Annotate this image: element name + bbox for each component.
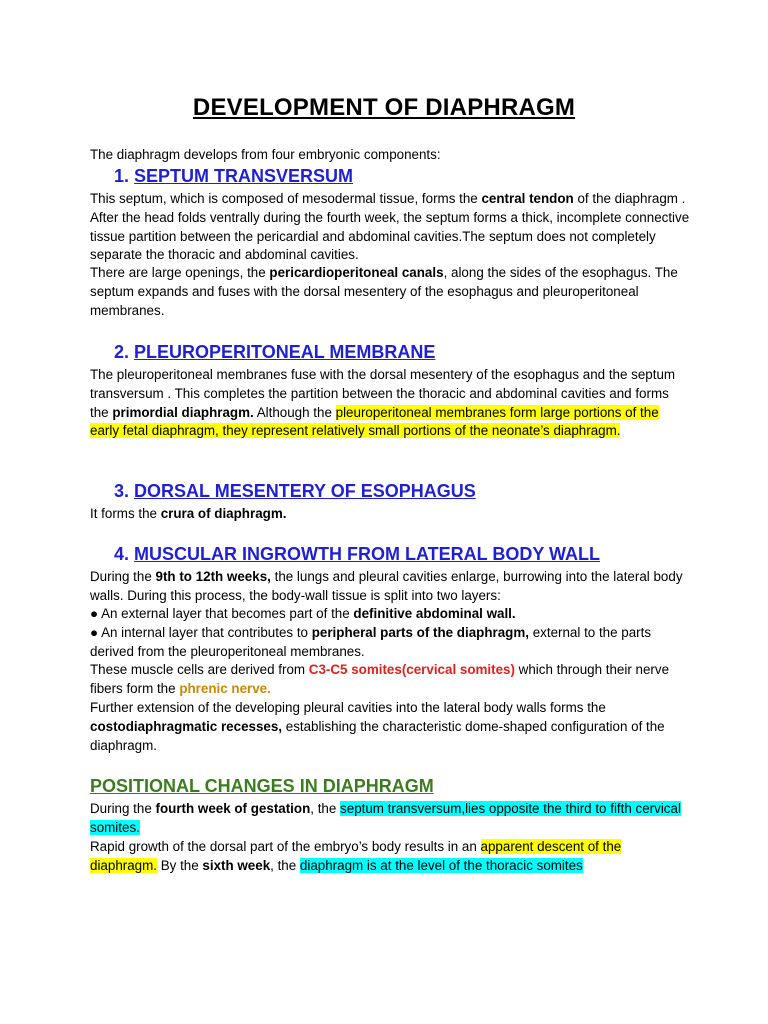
section-3-number: 3. [114,481,130,501]
highlight-yellow: apparent descent of the diaphragm. [90,839,622,873]
section-3-title: DORSAL MESENTERY OF ESOPHAGUS [134,481,476,501]
section-5-title: POSITIONAL CHANGES IN DIAPHRAGM [90,776,434,796]
highlight-cyan: diaphragm is at the level of the thoracic somites [299,857,583,873]
section-4-paragraph-1: During the 9th to 12th weeks, the lungs and pleural cavities enlarge, burrowing into the lateral body walls. During this process, the body-wall tissue is split into two layers: [90,569,683,603]
page-title: DEVELOPMENT OF DIAPHRAGM [192,94,576,121]
section-2-title: PLEUROPERITONEAL MEMBRANE [134,342,436,362]
section-4-paragraph-3: Further extension of the developing pleural cavities into the lateral body walls forms the costodiaphragmatic recesses, establishing the characteristic dome-shaped configuration of the diaphragm. [90,700,665,753]
section-1-paragraph-2: There are large openings, the pericardioperitoneal canals, along the sides of the esophagus. The septum expands and fuses with the dorsal mesentery of the esophagus and pleuroperitoneal membranes. [90,265,678,318]
section-5-paragraph-2: Rapid growth of the dorsal part of the embryo’s body results in an apparent descent of the diaphragm. By the sixth week, the diaphragm is at the level of the thoracic somites [90,839,622,873]
section-4-title: MUSCULAR INGROWTH FROM LATERAL BODY WALL [134,544,600,564]
section-4-heading [114,544,600,565]
section-5-heading [90,776,434,797]
section-3-paragraph: It forms the crura of diaphragm. [90,506,287,521]
section-1-number: 1. [114,166,130,186]
section-2-number: 2. [114,342,130,362]
section-3-heading [114,481,476,502]
section-5-paragraph-1: During the fourth week of gestation, the septum transversum,lies opposite the third to fifth cervical somites. [90,801,681,835]
section-2-heading [114,342,435,363]
intro-paragraph: The diaphragm develops from four embryonic components: [90,147,441,162]
phrenic-nerve-text: phrenic nerve. [179,680,271,696]
section-1-title: SEPTUM TRANSVERSUM [134,166,354,186]
section-1-paragraph-1: This septum, which is composed of mesodermal tissue, forms the central tendon of the diaphragm . After the head folds ventrally during the fourth week, the septum forms a thick, incomplete connective tissue partition between the pericardial and abdominal cavities.The septum does not completely separate the thoracic and abdominal cavities. [90,191,690,263]
highlight-cyan: septum transversum,lies opposite the third to fifth cervical somites. [90,801,681,835]
highlight-yellow: pleuroperitoneal membranes form large portions of the early fetal diaphragm, they represent relatively small portions of the neonate’s diaphragm. [90,404,659,439]
section-2-paragraph: The pleuroperitoneal membranes fuse with the dorsal mesentery of the esophagus and the septum transversum . This completes the partition between the thoracic and abdominal cavities and forms the primordial diaphragm. Although the pleuroperitoneal membranes form large portions of the early fetal diaphragm, they represent relatively small portions of the neonate’s diaphragm. [90,367,676,439]
section-4-bullet-2: ● An internal layer that contributes to peripheral parts of the diaphragm, external to the parts derived from the pleuroperitoneal membranes. [90,625,652,659]
somites-red-text: C3-C5 somites(cervical somites) [308,662,515,677]
section-4-bullet-1: ● An external layer that becomes part of the definitive abdominal wall. [90,606,516,621]
section-4-paragraph-2: These muscle cells are derived from C3-C5 somites(cervical somites) which through their nerve fibers form the phrenic nerve. [90,662,670,696]
section-1-heading [114,166,353,187]
section-4-number: 4. [114,544,130,564]
